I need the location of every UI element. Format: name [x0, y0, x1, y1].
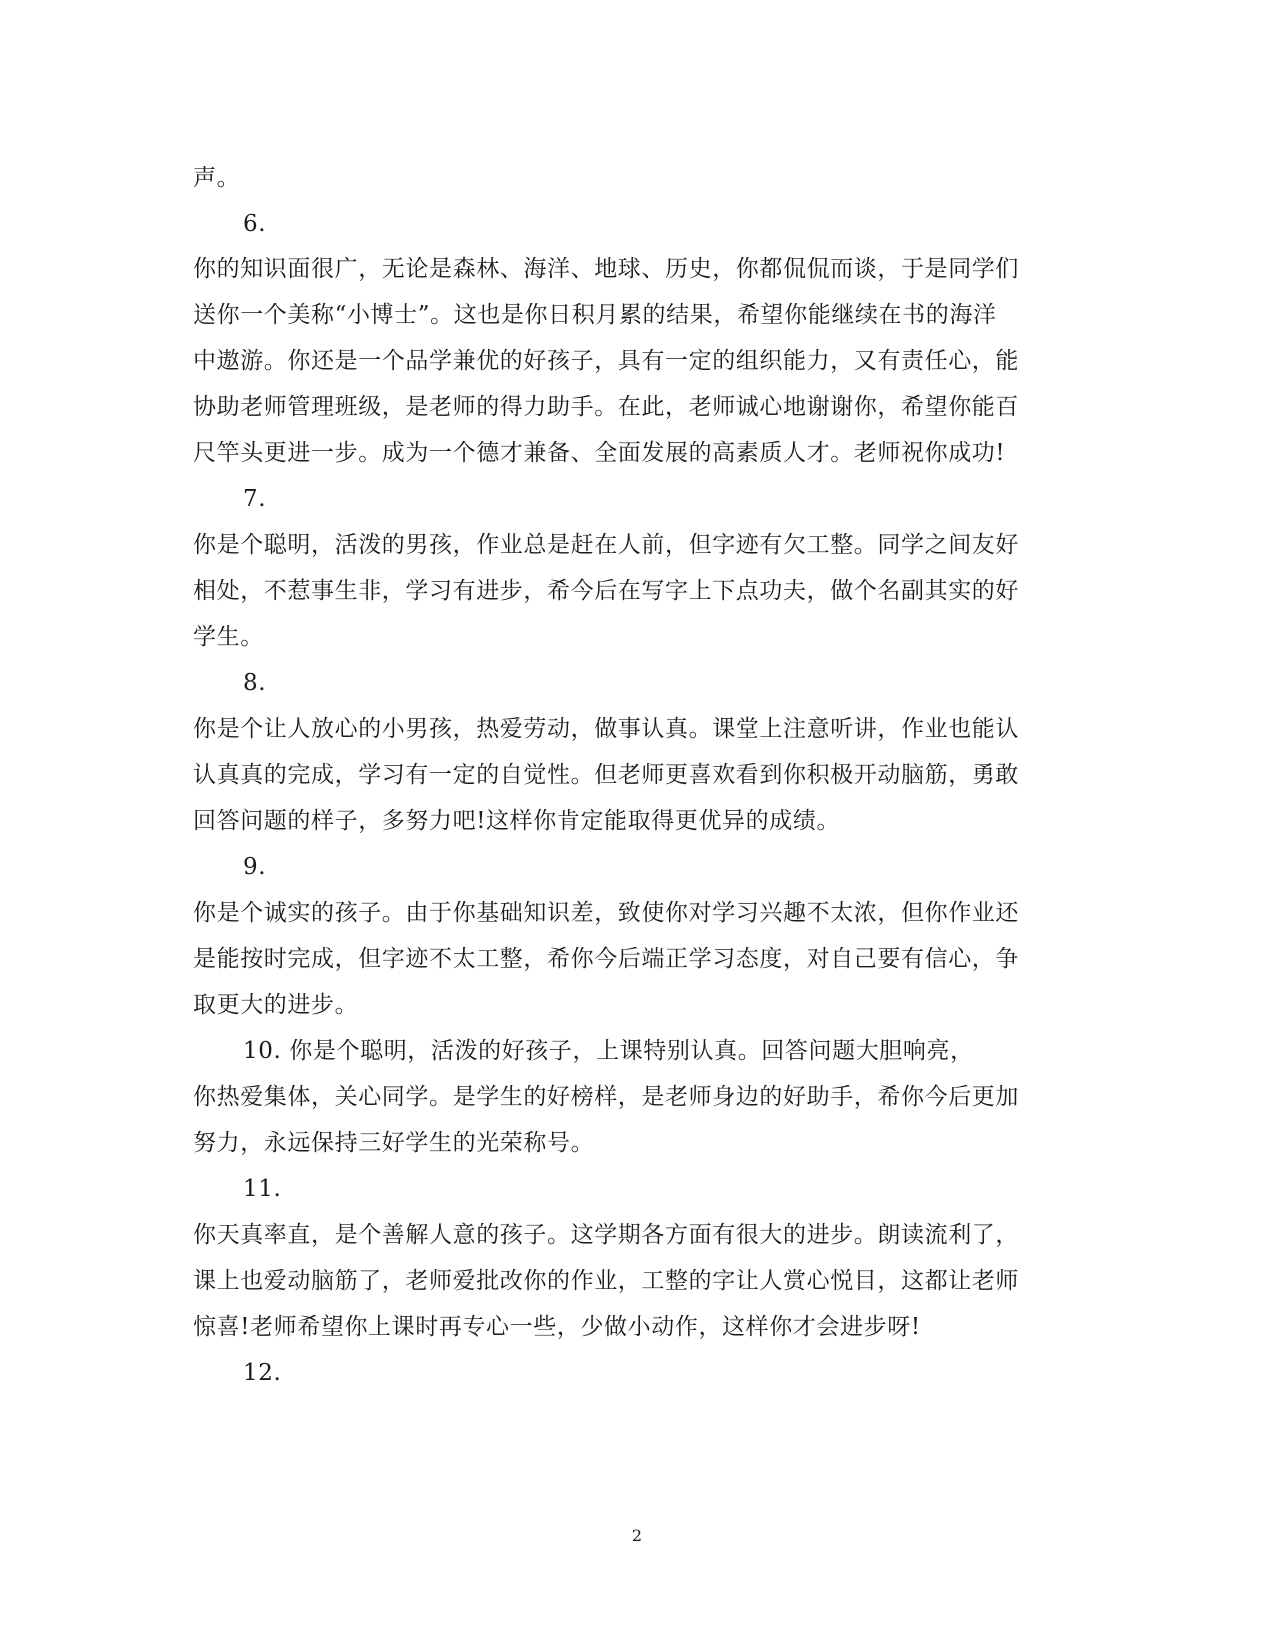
- text-line: 你是个聪明，活泼的男孩，作业总是赶在人前，但字迹有欠工整。同学之间友好: [193, 532, 1019, 558]
- text-line: 你是个诚实的孩子。由于你基础知识差，致使你对学习兴趣不太浓，但你作业还: [193, 900, 1019, 926]
- text-line: 认真真的完成，学习有一定的自觉性。但老师更喜欢看到你积极开动脑筋，勇敢: [193, 762, 1019, 788]
- item-number: 8.: [243, 670, 267, 696]
- text-line: 尺竿头更进一步。成为一个德才兼备、全面发展的高素质人才。老师祝你成功!: [193, 440, 1006, 466]
- text-line: 惊喜!老师希望你上课时再专心一些，少做小动作，这样你才会进步呀!: [193, 1314, 921, 1340]
- text-line: 10. 你是个聪明，活泼的好孩子，上课特别认真。回答问题大胆响亮，: [243, 1038, 974, 1064]
- text-line: 回答问题的样子，多努力吧!这样你肯定能取得更优异的成绩。: [193, 808, 841, 834]
- item-number: 11.: [243, 1176, 282, 1202]
- text-line: 声。: [193, 165, 241, 191]
- item-number: 7.: [243, 486, 267, 512]
- item-number: 12.: [243, 1360, 282, 1386]
- text-line: 送你一个美称“小博士”。这也是你日积月累的结果，希望你能继续在书的海洋: [193, 302, 997, 328]
- text-line: 学生。: [193, 624, 264, 650]
- text-line: 努力，永远保持三好学生的光荣称号。: [193, 1130, 595, 1156]
- item-number: 9.: [243, 854, 267, 880]
- item-number: 6.: [243, 211, 267, 237]
- text-line: 相处，不惹事生非，学习有进步，希今后在写字上下点功夫，做个名副其实的好: [193, 578, 1019, 604]
- page-number: 2: [631, 1526, 643, 1545]
- text-line: 取更大的进步。: [193, 992, 359, 1018]
- text-line: 你热爱集体，关心同学。是学生的好榜样，是老师身边的好助手，希你今后更加: [193, 1084, 1019, 1110]
- text-line: 你的知识面很广，无论是森林、海洋、地球、历史，你都侃侃而谈，于是同学们: [193, 256, 1019, 282]
- text-line: 是能按时完成，但字迹不太工整，希你今后端正学习态度，对自己要有信心，争: [193, 946, 1019, 972]
- text-line: 中遨游。你还是一个品学兼优的好孩子，具有一定的组织能力，又有责任心，能: [193, 348, 1019, 374]
- text-line: 课上也爱动脑筋了，老师爱批改你的作业，工整的字让人赏心悦目，这都让老师: [193, 1268, 1019, 1294]
- text-line: 你天真率直，是个善解人意的孩子。这学期各方面有很大的进步。朗读流利了，: [193, 1222, 1019, 1248]
- text-line: 协助老师管理班级，是老师的得力助手。在此，老师诚心地谢谢你，希望你能百: [193, 394, 1019, 420]
- text-line: 你是个让人放心的小男孩，热爱劳动，做事认真。课堂上注意听讲，作业也能认: [193, 716, 1019, 742]
